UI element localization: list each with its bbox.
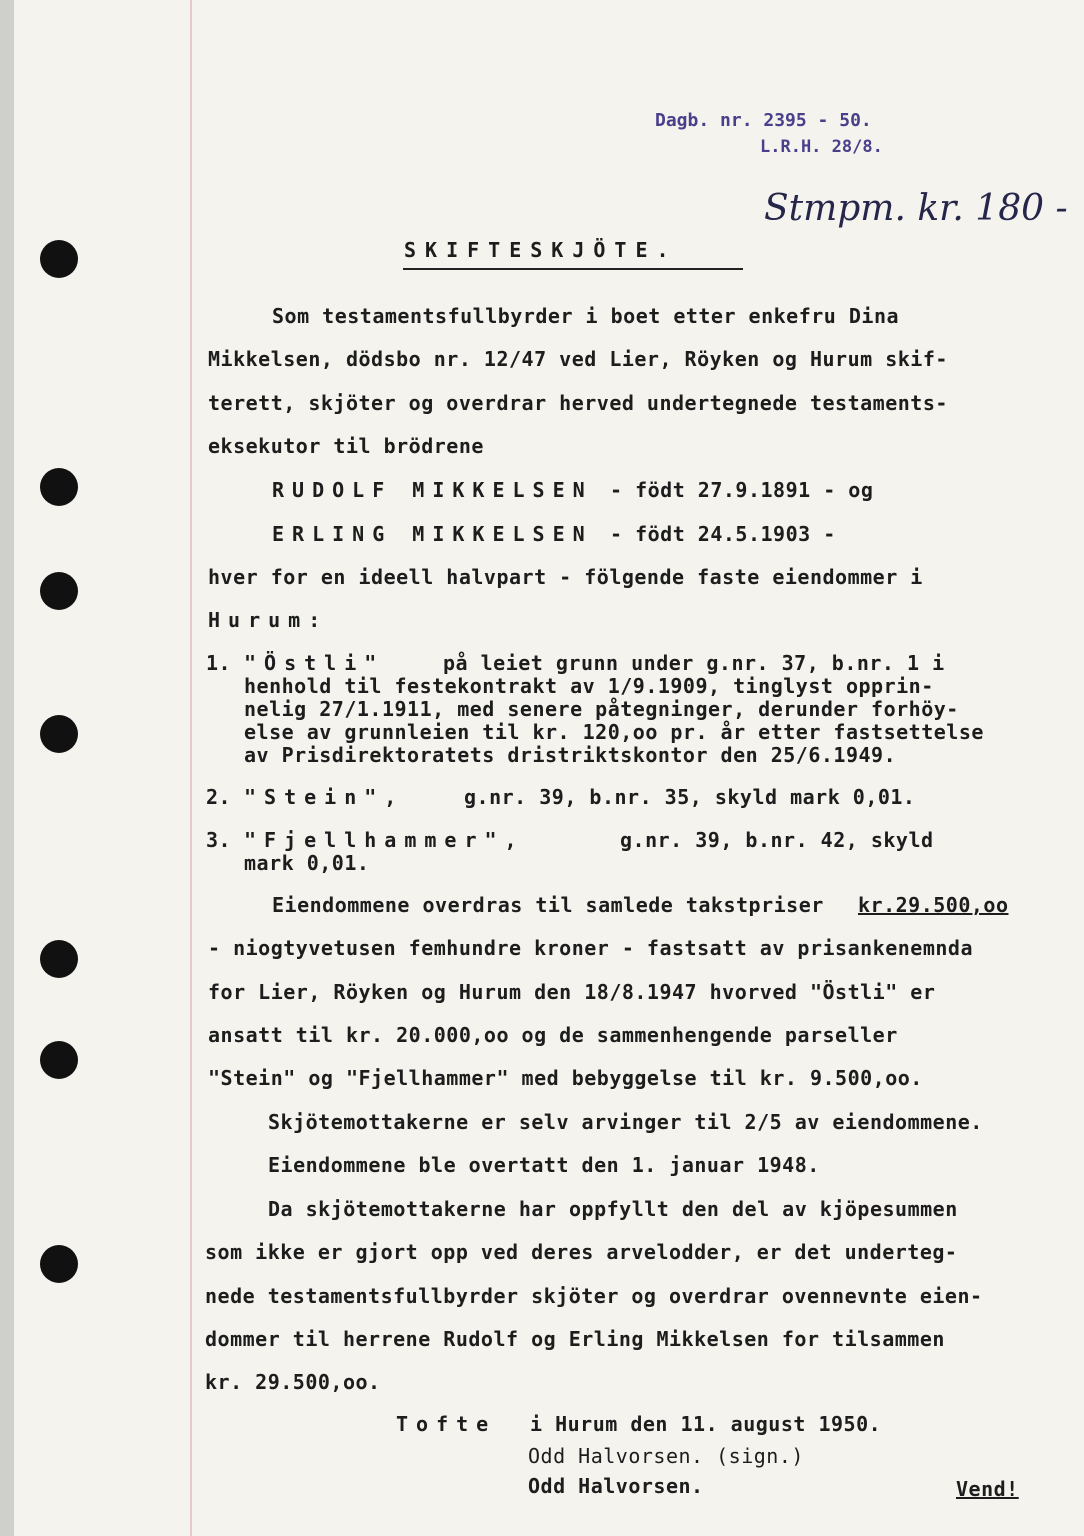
intro-line: eksekutor til brödrene <box>208 434 484 458</box>
item-name: "Östli" <box>244 651 385 675</box>
item-number: 2. <box>206 785 232 809</box>
para3: Skjötemottakerne er selv arvinger til 2/5 av eiendommene. <box>268 1110 983 1134</box>
page-left-edge <box>0 0 14 1536</box>
item-number: 3. <box>206 828 232 852</box>
para2-line: for Lier, Röyken og Hurum den 18/8.1947 hvorved "Östli" er <box>208 980 936 1004</box>
stamp-line-2: L.R.H. 28/8. <box>760 137 883 157</box>
para4: Eiendommene ble overtatt den 1. januar 1948. <box>268 1153 820 1177</box>
person-born: - födt 24.5.1903 - <box>610 522 836 546</box>
para2-first: Eiendommene overdras til samlede takstpriser <box>272 893 824 917</box>
item-number: 1. <box>206 651 232 675</box>
signature-sign: Odd Halvorsen. (sign.) <box>528 1444 804 1468</box>
punch-hole <box>40 1245 78 1283</box>
para5-line: som ikke er gjort opp ved deres arvelodder, er det underteg- <box>205 1240 958 1264</box>
amount-underlined: kr.29.500,oo <box>858 893 1009 917</box>
para5-line: Da skjötemottakerne har oppfyllt den del av kjöpesummen <box>268 1197 958 1221</box>
punch-hole <box>40 940 78 978</box>
punch-hole <box>40 572 78 610</box>
place: Tofte <box>396 1412 497 1436</box>
punch-hole <box>40 1041 78 1079</box>
intro-line: terett, skjöter og overdrar herved undertegnede testaments- <box>208 391 948 415</box>
title-underline <box>403 268 743 270</box>
person-name: RUDOLF MIKKELSEN <box>272 478 593 502</box>
item-line: mark 0,01. <box>244 851 370 875</box>
item-line: g.nr. 39, b.nr. 42, skyld <box>620 828 934 852</box>
person-born: - födt 27.9.1891 - og <box>610 478 874 502</box>
person-name: ERLING MIKKELSEN <box>272 522 593 546</box>
document-title: SKIFTESKJÖTE. <box>404 238 678 262</box>
margin-rule <box>190 0 192 1536</box>
para5-line: kr. 29.500,oo. <box>205 1370 381 1394</box>
item-line: else av grunnleien til kr. 120,oo pr. år etter fastsettelse <box>244 720 984 744</box>
item-line: nelig 27/1.1911, med senere påtegninger, derunder forhöy- <box>244 697 959 721</box>
intro-line: Som testamentsfullbyrder i boet etter enkefru Dina <box>272 304 900 328</box>
punch-hole <box>40 240 78 278</box>
punch-hole <box>40 715 78 753</box>
date-line: i Hurum den 11. august 1950. <box>530 1412 882 1436</box>
item-line: henhold til festekontrakt av 1/9.1909, tinglyst opprin- <box>244 674 934 698</box>
punch-hole <box>40 468 78 506</box>
handwritten-fee: Stmpm. kr. 180 - <box>764 188 1068 229</box>
para5-line: dommer til herrene Rudolf og Erling Mikkelsen for tilsammen <box>205 1327 945 1351</box>
turn-over-note: Vend! <box>956 1477 1019 1501</box>
para2-line: - niogtyvetusen femhundre kroner - fastsatt av prisankenemnda <box>208 936 974 960</box>
item-line: på leiet grunn under g.nr. 37, b.nr. 1 i <box>443 651 945 675</box>
para5-line: nede testamentsfullbyrder skjöter og overdrar ovennevnte eien- <box>205 1284 983 1308</box>
signature-name: Odd Halvorsen. <box>528 1474 704 1498</box>
intro-line: Mikkelsen, dödsbo nr. 12/47 ved Lier, Röyken og Hurum skif- <box>208 347 948 371</box>
para2-line: ansatt til kr. 20.000,oo og de sammenhengende parseller <box>208 1023 898 1047</box>
item-name: "Stein", <box>244 785 405 809</box>
para2-line: "Stein" og "Fjellhammer" med bebyggelse til kr. 9.500,oo. <box>208 1066 923 1090</box>
part-line: hver for en ideell halvpart - fölgende faste eiendommer i <box>208 565 923 589</box>
place-heading: Hurum: <box>208 608 329 632</box>
item-line: av Prisdirektoratets dristriktskontor den 25/6.1949. <box>244 743 897 767</box>
item-line: g.nr. 39, b.nr. 35, skyld mark 0,01. <box>464 785 916 809</box>
item-name: "Fjellhammer", <box>244 828 525 852</box>
stamp-line-1: Dagb. nr. 2395 - 50. <box>655 110 872 131</box>
